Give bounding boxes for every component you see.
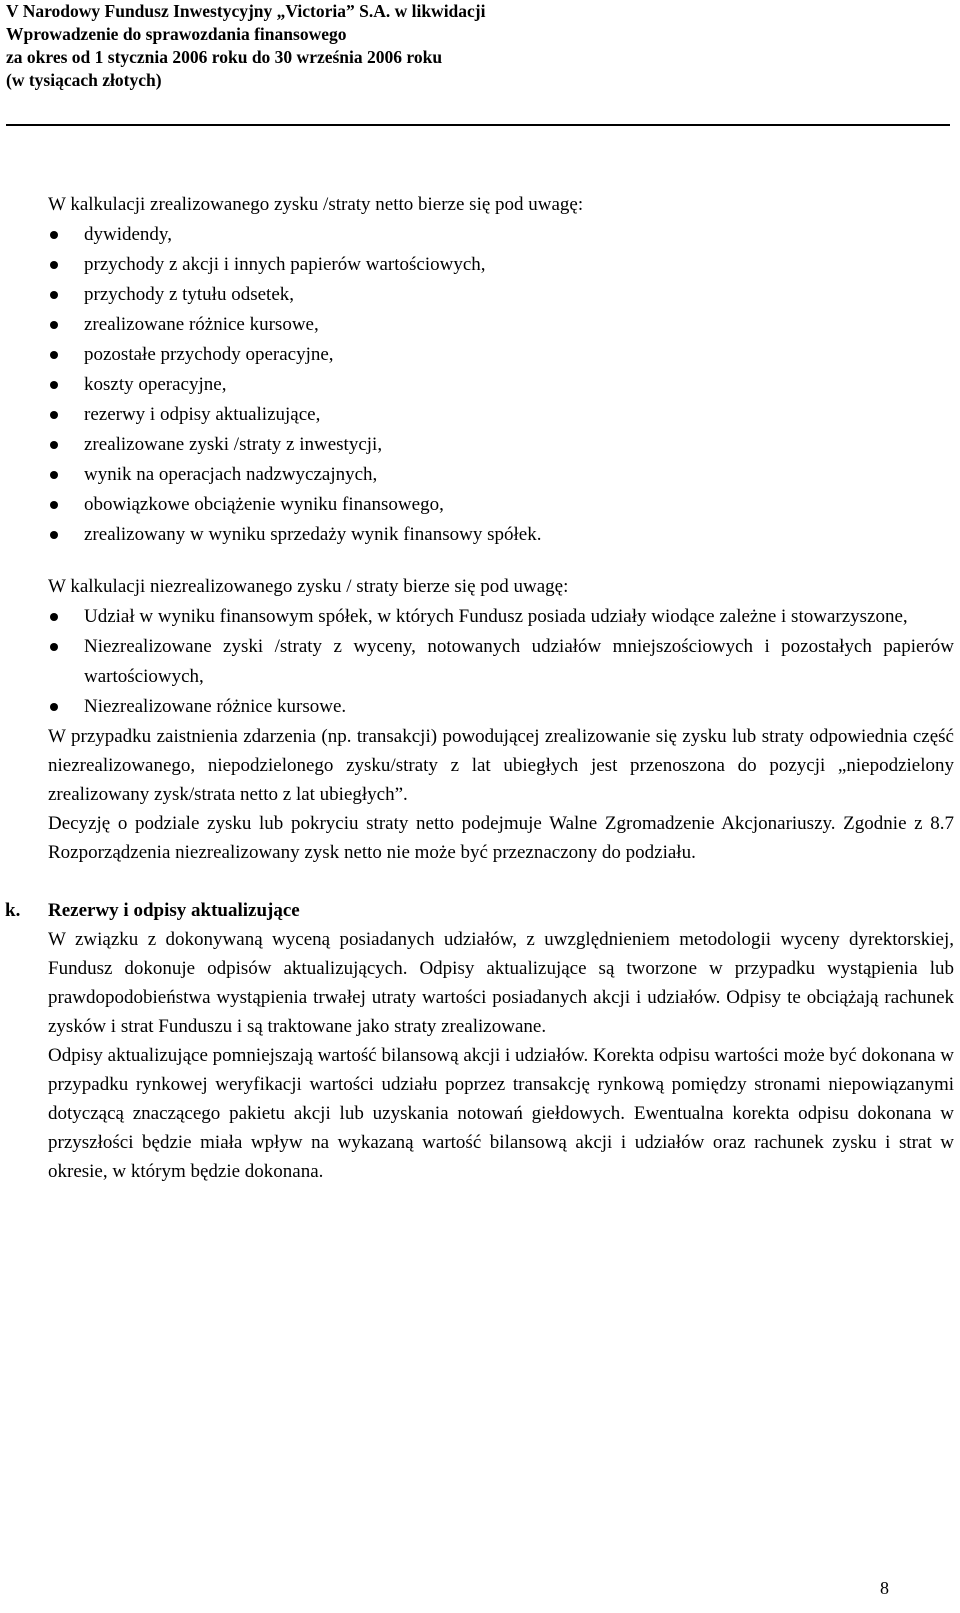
list-item: [48, 520, 954, 550]
list-item: [48, 280, 954, 310]
header-period: za okres od 1 stycznia 2006 roku do 30 września 2006 roku: [6, 47, 443, 67]
transfer-paragraph: W przypadku zaistnienia zdarzenia (np. transakcji) powodującej zrealizowanie się zysku lub straty odpowiednia część niezrealizowanego, niepodzielonego zysku/straty z lat ubiegłych jest przenoszona do pozycji „niepodzielony zrealizowany zysk/strata netto z lat ubiegłych”.: [48, 726, 954, 805]
list-item-text: zrealizowane zyski /straty z inwestycji,: [84, 434, 383, 455]
section-k-letter: k.: [5, 900, 21, 921]
list-item: [48, 632, 954, 692]
decision-paragraph: Decyzję o podziale zysku lub pokryciu straty netto podejmuje Walne Zgromadzenie Akcjonariuszy. Zgodnie z 8.7 Rozporządzenia niezrealizowany zysk netto nie może być przeznaczony do podziału.: [48, 813, 954, 863]
page-number: 8: [880, 1578, 889, 1598]
unrealized-section: [48, 572, 954, 722]
realized-intro: W kalkulacji zrealizowanego zysku /straty netto bierze się pod uwagę:: [48, 194, 584, 215]
realized-section: [48, 190, 954, 550]
section-k-title: Rezerwy i odpisy aktualizujące: [48, 900, 300, 921]
list-item-text: Niezrealizowane różnice kursowe.: [84, 696, 347, 717]
document-header: [6, 0, 936, 92]
list-item-text: dywidendy,: [84, 224, 172, 245]
list-item: [48, 250, 954, 280]
list-item-text: pozostałe przychody operacyjne,: [84, 344, 334, 365]
list-item: [48, 310, 954, 340]
list-item-text: zrealizowane różnice kursowe,: [84, 314, 319, 335]
list-item-text: wynik na operacjach nadzwyczajnych,: [84, 464, 378, 485]
list-item: [48, 340, 954, 370]
header-company: V Narodowy Fundusz Inwestycyjny „Victoria” S.A. w likwidacji: [6, 1, 486, 21]
header-divider: [6, 124, 950, 126]
list-item-text: zrealizowany w wyniku sprzedaży wynik finansowy spółek.: [84, 524, 542, 545]
list-item: [48, 430, 954, 460]
list-item-text: Udział w wyniku finansowym spółek, w których Fundusz posiada udziały wiodące zależne i stowarzyszone,: [84, 606, 908, 627]
list-item-text: koszty operacyjne,: [84, 374, 227, 395]
list-item-text: Niezrealizowane zyski /straty z wyceny, notowanych udziałów mniejszościowych i pozostałych papierów wartościowych,: [84, 636, 954, 687]
unrealized-list: [48, 602, 954, 722]
section-k-paragraph-2: Odpisy aktualizujące pomniejszają wartość bilansową akcji i udziałów. Korekta odpisu wartości może być dokonana w przypadku rynkowej weryfikacji wartości udziału poprzez transakcję rynkową pomiędzy stronami niepowiązanymi dotyczącą znaczącego pakietu akcji lub uzyskania notowań giełdowych. Ewentualna korekta odpisu dokonana w przyszłości będzie miała wpływ na wykazaną wartość bilansową akcji i udziałów oraz rachunek zysku i strat w okresie, w którym będzie dokonana.: [48, 1045, 954, 1182]
section-k-heading: [5, 897, 954, 925]
unrealized-intro: W kalkulacji niezrealizowanego zysku / straty bierze się pod uwagę:: [48, 576, 569, 597]
list-item: [48, 370, 954, 400]
list-item-text: przychody z akcji i innych papierów wartościowych,: [84, 254, 486, 275]
section-k-paragraph-1: W związku z dokonywaną wyceną posiadanych udziałów, z uwzględnieniem metodologii wyceny dyrektorskiej, Fundusz dokonuje odpisów aktualizujących. Odpisy aktualizujące są tworzone w przypadku wystąpienia lub prawdopodobieństwa wystąpienia trwałej utraty wartości posiadanych akcji i udziałów. Odpisy te obciążają rachunek zysków i strat Funduszu i są traktowane jako straty zrealizowane.: [48, 929, 954, 1037]
list-item-text: obowiązkowe obciążenie wyniku finansowego,: [84, 494, 444, 515]
document-body: [5, 190, 954, 1186]
list-item: [48, 602, 954, 632]
list-item-text: przychody z tytułu odsetek,: [84, 284, 295, 305]
list-item-text: rezerwy i odpisy aktualizujące,: [84, 404, 321, 425]
header-unit: (w tysiącach złotych): [6, 70, 162, 90]
list-item: [48, 220, 954, 250]
header-report-title: Wprowadzenie do sprawozdania finansowego: [6, 24, 347, 44]
list-item: [48, 460, 954, 490]
list-item: [48, 692, 954, 722]
list-item: [48, 490, 954, 520]
realized-list: [48, 220, 954, 550]
list-item: [48, 400, 954, 430]
